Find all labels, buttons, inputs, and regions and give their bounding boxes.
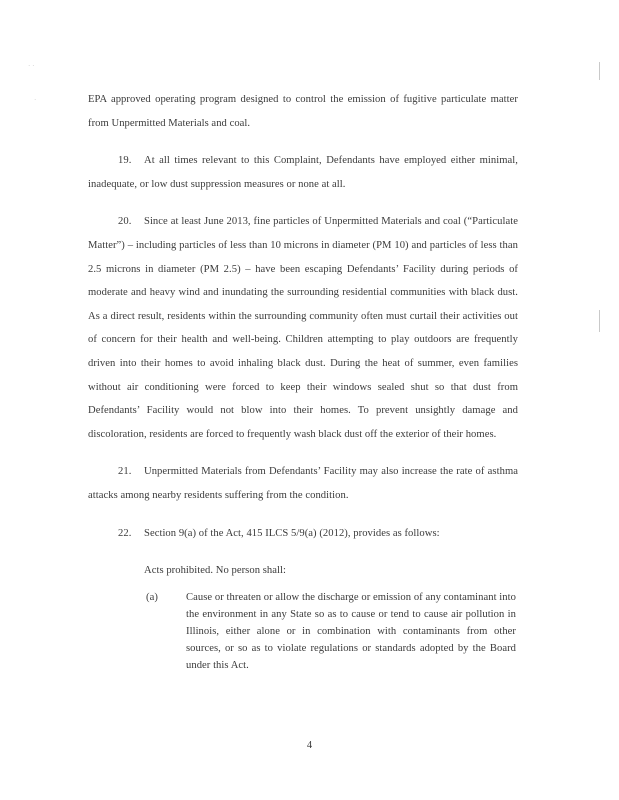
- scan-edge-mark: [599, 310, 600, 332]
- scan-edge-mark: [599, 62, 600, 80]
- paragraph-text: EPA approved operating program designed to control the emission of fugitive particulate matter from Unpermitted Materials and coal.: [88, 94, 518, 129]
- paragraph-text: Unpermitted Materials from Defendants’ Facility may also increase the rate of asthma attacks among nearby residents suffering from the condition.: [88, 466, 518, 501]
- scan-artifact: ·: [34, 96, 37, 104]
- paragraph-number: 20.: [118, 216, 132, 228]
- paragraph-text: At all times relevant to this Complaint, Defendants have employed either minimal, inadequate, or low dust suppression measures or none at all.: [88, 155, 518, 190]
- paragraph-22: [88, 522, 518, 546]
- paragraph-continued: [88, 88, 518, 135]
- clause-text: Cause or threaten or allow the discharge or emission of any contaminant into the environment in any State so as to cause or tend to cause air pollution in Illinois, either alone or in combination with contaminants from other sources, or so as to violate regulations or standards adopted by the Board under this Act.: [186, 591, 516, 671]
- paragraph-number: 21.: [118, 466, 132, 478]
- paragraph-20: [88, 210, 518, 446]
- quote-clause-a: [146, 589, 516, 674]
- paragraph-number: 22.: [118, 527, 132, 539]
- clause-label: (a): [146, 591, 158, 603]
- document-body: [88, 88, 518, 674]
- page-number: 4: [306, 740, 313, 751]
- scan-artifact: · ·: [28, 62, 35, 70]
- quote-intro: Acts prohibited. No person shall:: [144, 565, 286, 577]
- paragraph-19: [88, 149, 518, 196]
- paragraph-text: Since at least June 2013, fine particles of Unpermitted Materials and coal (“Particulate Matter”) – including particles of less than 10 microns in diameter (PM 10) and particles of less than 2.5 microns in diameter (PM 2.5) – have been escaping Defendants’ Facility during periods of moderate and heavy wind and inundating the surrounding residential communities with black dust. As a direct result, residents within the surrounding community often must curtail their activities out of concern for their health and well-being. Children attempting to play outdoors are frequently driven into their homes to avoid inhaling black dust. During the heat of summer, even families without air conditioning were forced to keep their windows sealed shut so that dust from Defendants’ Facility would not blow into their homes. To prevent unsightly damage and discoloration, residents are forced to frequently wash black dust off the exterior of their homes.: [88, 216, 518, 440]
- paragraph-21: [88, 460, 518, 507]
- paragraph-number: 19.: [118, 155, 132, 167]
- paragraph-text: Section 9(a) of the Act, 415 ILCS 5/9(a) (2012), provides as follows:: [144, 527, 440, 539]
